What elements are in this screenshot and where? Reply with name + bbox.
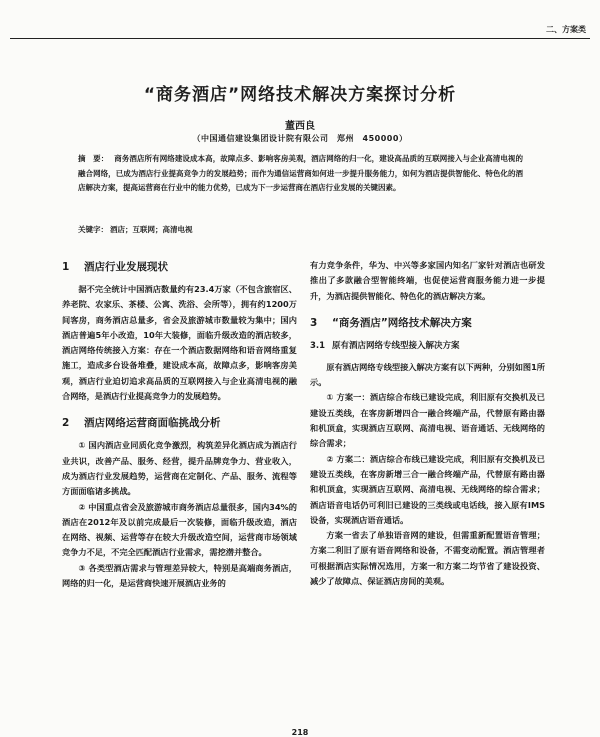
subsection-3-1-paragraph-2: ① 方案一：酒店综合布线已建设完成，利旧原有交换机及已建设五类线，在客房新增四合一融合终端产品，代替原有路由器和机顶盒，实现酒店互联网、高清电视、语音通话、无线网络的综合需求； — [310, 392, 545, 449]
left-column — [62, 258, 297, 591]
keywords-text: 酒店；互联网；高清电视 — [110, 225, 193, 234]
section-tag: 二、方案类 — [540, 22, 592, 38]
keywords — [78, 224, 523, 235]
section-2-title: 酒店网络运营商面临挑战分析 — [84, 417, 221, 430]
section-1-title: 酒店行业发展现状 — [84, 261, 168, 273]
abstract — [78, 152, 523, 196]
subsection-3-1-paragraph-1: 原有酒店网络专线型接入解决方案有以下两种，分别如图1所示。 — [310, 361, 545, 388]
section-2-paragraph-2: ② 中国重点省会及旅游城市商务酒店总量很多，国内34%的酒店在2012年及以前完成最后一次装修，面临升级改造，酒店在网络、视频、运营等存在较大升级改造空间，运营商市场领域竞争力不足，不完全匹配酒店行业需求，需挖潜并整合。 — [62, 501, 297, 558]
subsection-3-1-title: 原有酒店网络专线型接入解决方案 — [332, 340, 460, 351]
abstract-label: 摘 要： — [78, 154, 109, 163]
paper-title: “商务酒店”网络技术解决方案探讨分析 — [143, 85, 457, 105]
affiliation: （中国通信建设集团设计院有限公司 郑州 450000） — [192, 134, 408, 143]
page-number: 218 — [291, 728, 309, 737]
section-1-paragraph: 据不完全统计中国酒店数量约有23.4万家（不包含旅宿区、养老院、农家乐、茶楼、公寓、洗浴、会所等），拥有约1200万间客房，商务酒店总量多，省会及旅游城市数量较为集中；国内酒店普遍5年小改造，10年大装修，面临升级改造的酒店较多，酒店网络传统接入方案：存在一个酒店数据网络和语音网络重复施工，造成多台设备堆叠，建设成本高，故障点多，影响客房美观，酒店行业迫切追求高品质的互联网接入与企业高清电视的融合网络，是酒店行业提高竞争力的发展趋势。 — [62, 284, 297, 402]
right-column — [310, 258, 545, 589]
keywords-label: 关键字： — [78, 225, 108, 234]
subsection-3-1-paragraph-3: ② 方案二：酒店综合布线已建设完成，利旧原有交换机及已建设五类线，在客房新增三合一融合终端产品，代替原有路由器和机顶盒，实现酒店互联网、高清电视、无线网络的综合需求；酒店语音电话仍可利旧已建设的三类线或电话线，接入原有IMS设备，实现酒店语音通话。 — [310, 453, 545, 525]
section-2-heading — [62, 414, 297, 432]
header-rule — [10, 22, 590, 39]
subsection-3-1-heading — [310, 338, 545, 354]
section-3-heading — [310, 314, 545, 332]
continued-paragraph: 有力竞争条件，华为、中兴等多家国内知名厂家针对酒店也研发推出了多款融合型智能终端，也促使运营商服务能力进一步提升，为酒店提供智能化、特色化的酒店解决方案。 — [310, 260, 545, 301]
section-2-paragraph-3: ③ 各类型酒店需求与管理差异较大，特别是高端商务酒店，网络的归一化，是运营商快速开展酒店业务的 — [62, 562, 297, 589]
section-3-title: “商务酒店”网络技术解决方案 — [332, 316, 472, 329]
section-2-number: 2 — [62, 417, 70, 430]
section-1-number: 1 — [62, 261, 70, 273]
abstract-text: 商务酒店所有网络建设成本高，故障点多、影响客房美观，酒店网络的归一化，建设高品质的互联网接入与企业高清电视的融合网络，已成为酒店行业提高竞争力的发展趋势；而作为通信运营商如何进一步提升服务能力，如何为酒店提供智能化、特色化的酒店解决方案，提高运营商在行业中的能力优势，已成为下一步运营商在酒店行业发展的关键因素。 — [78, 154, 523, 192]
section-2-paragraph-1: ① 国内酒店业同质化竞争激烈，构筑差异化酒店成为酒店行业共识，改善产品、服务、经营，提升品牌竞争力、营业收入，成为酒店行业发展趋势，运营商在定制化、产品、服务、流程等方面面临诸多挑战。 — [62, 440, 297, 497]
author: 董西良 — [285, 121, 315, 132]
subsection-3-1-number: 3.1 — [310, 340, 326, 351]
section-3-number: 3 — [310, 316, 318, 329]
subsection-3-1-paragraph-4: 方案一省去了单独语音网的建设，但需重新配置语音管理；方案二利旧了原有语音网络和设备，不需变动配置。酒店管理者可根据酒店实际情况选用，方案一和方案二均节省了建设投资、减少了故障点、保证酒店房间的美观。 — [310, 530, 545, 587]
section-1-heading — [62, 258, 297, 276]
